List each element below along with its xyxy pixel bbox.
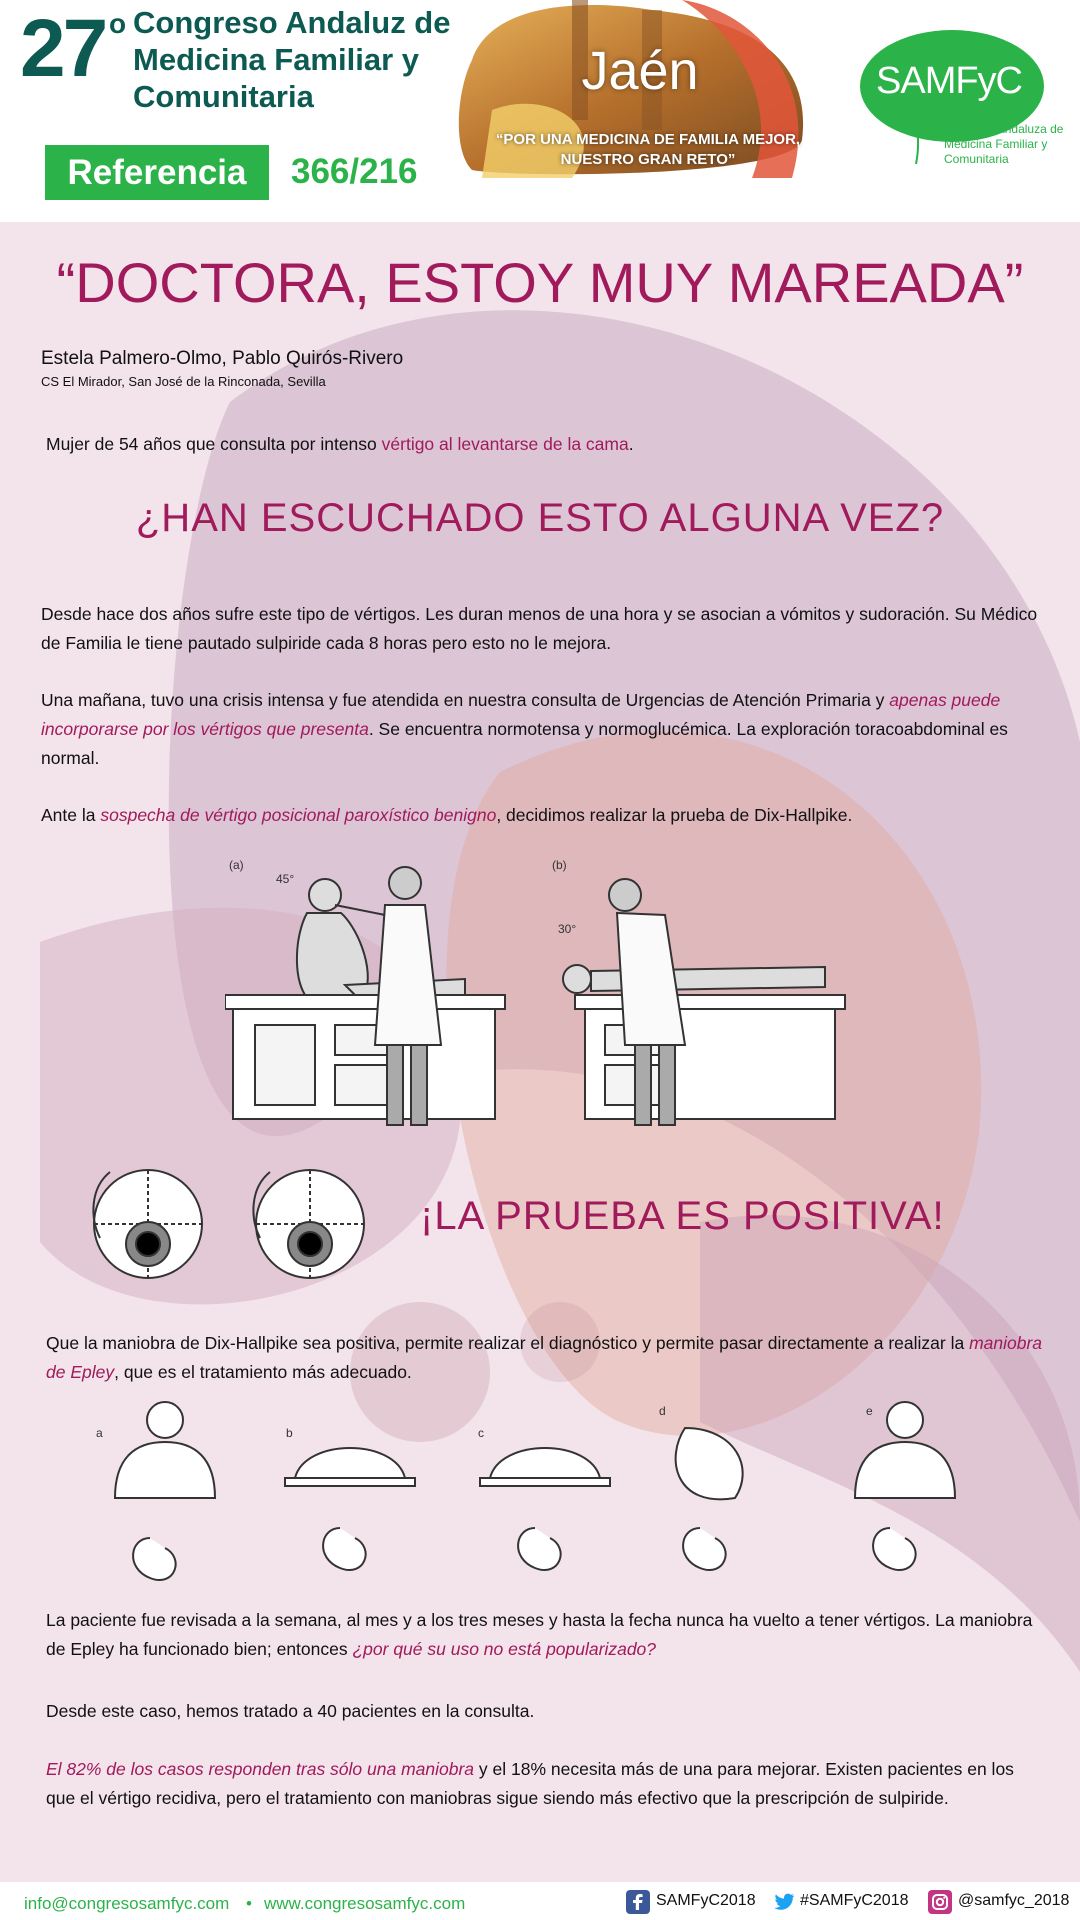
instagram-handle[interactable]: @samfyc_2018	[958, 1892, 1070, 1909]
poster-title: “DOCTORA, ESTOY MUY MAREADA”	[56, 251, 1024, 314]
angle-label-b: 30°	[558, 922, 577, 936]
footer	[0, 1882, 1080, 1920]
intro-paragraph: Mujer de 54 años que consulta por intenso vértigo al levantarse de la cama.	[46, 434, 634, 454]
instagram-icon[interactable]	[928, 1890, 952, 1914]
edition-superscript: o	[109, 8, 127, 39]
epley-label-b: b	[286, 1426, 293, 1440]
header	[0, 0, 1080, 222]
paragraph-emergency: Una mañana, tuvo una crisis intensa y fue atendida en nuestra consulta de Urgencias de Atención Primaria y apenas puede incorporarse por los vértigos que presenta. Se encuentra normotensa y normoglucémica. La exploración toracoabdominal es normal.	[41, 690, 1008, 768]
footer-email-link[interactable]: info@congresosamfyc.com	[24, 1894, 230, 1913]
authors: Estela Palmero-Olmo, Pablo Quirós-Rivero	[41, 348, 404, 369]
epley-label-d: d	[659, 1404, 666, 1418]
epley-label-c: c	[478, 1426, 484, 1440]
footer-separator: •	[246, 1894, 252, 1913]
banner-slogan: “POR UNA MEDICINA DE FAMILIA MEJOR, NUESTRO GRAN RETO”	[495, 131, 801, 168]
reference-number: 366/216	[291, 152, 418, 191]
facebook-icon[interactable]	[626, 1890, 650, 1914]
affiliation: CS El Mirador, San José de la Rinconada, Sevilla	[41, 374, 326, 389]
angle-label-a: 45°	[276, 872, 295, 886]
footer-website-link[interactable]: www.congresosamfyc.com	[264, 1894, 466, 1913]
paragraph-patients: Desde este caso, hemos tratado a 40 pacientes en la consulta.	[46, 1701, 535, 1721]
paragraph-history: Desde hace dos años sufre este tipo de vértigos. Les duran menos de una hora y se asocian a vómitos y sudoración. Su Médico de Familia le tiene pautado sulpiride cada 8 horas pero esto no le mejora.	[41, 604, 1038, 653]
paragraph-suspicion: Ante la sospecha de vértigo posicional paroxístico benigno, decidimos realizar la prueba de Dix-Hallpike.	[41, 805, 853, 825]
edition-number: 27	[20, 3, 106, 94]
figure-label-b: (b)	[552, 858, 567, 872]
epley-label-a: a	[96, 1426, 103, 1440]
congress-title: Congreso Andaluz de Medicina Familiar y Comunitaria	[133, 5, 451, 114]
reference-label: Referencia	[45, 145, 269, 200]
logo-subtitle: Sociedad Andaluza de Medicina Familiar y Comunitaria	[944, 122, 1064, 166]
dix-hallpike-illustration	[225, 855, 865, 1135]
facebook-handle[interactable]: SAMFyC2018	[656, 1892, 756, 1909]
paragraph-results: El 82% de los casos responden tras sólo una maniobra y el 18% necesita más de una para mejorar. Existen pacientes en los que el vértigo recidiva, pero el tratamiento con maniobras sigue siendo más efectivo que la prescripción de sulpiride.	[46, 1759, 1014, 1808]
nystagmus-eyes-illustration	[90, 1158, 380, 1280]
twitter-icon[interactable]	[772, 1890, 796, 1914]
heading-escuchado: ¿HAN ESCUCHADO ESTO ALGUNA VEZ?	[135, 496, 945, 540]
banner-city: Jaén	[581, 41, 699, 101]
figure-label-a: (a)	[229, 858, 244, 872]
logo-text: SAMFyC	[876, 60, 1022, 102]
heading-positiva: ¡LA PRUEBA ES POSITIVA!	[420, 1194, 945, 1238]
paragraph-epley: Que la maniobra de Dix-Hallpike sea positiva, permite realizar el diagnóstico y permite pasar directamente a realizar la maniobra de Epley, que es el tratamiento más adecuado.	[46, 1333, 1043, 1382]
paragraph-followup: La paciente fue revisada a la semana, al mes y a los tres meses y hasta la fecha nunca ha vuelto a tener vértigos. La maniobra de Epley ha funcionado bien; entonces ¿por qué su uso no está popularizado?	[46, 1610, 1033, 1659]
twitter-handle[interactable]: #SAMFyC2018	[800, 1892, 909, 1909]
epley-maneuver-illustration	[95, 1398, 975, 1598]
epley-label-e: e	[866, 1404, 873, 1418]
